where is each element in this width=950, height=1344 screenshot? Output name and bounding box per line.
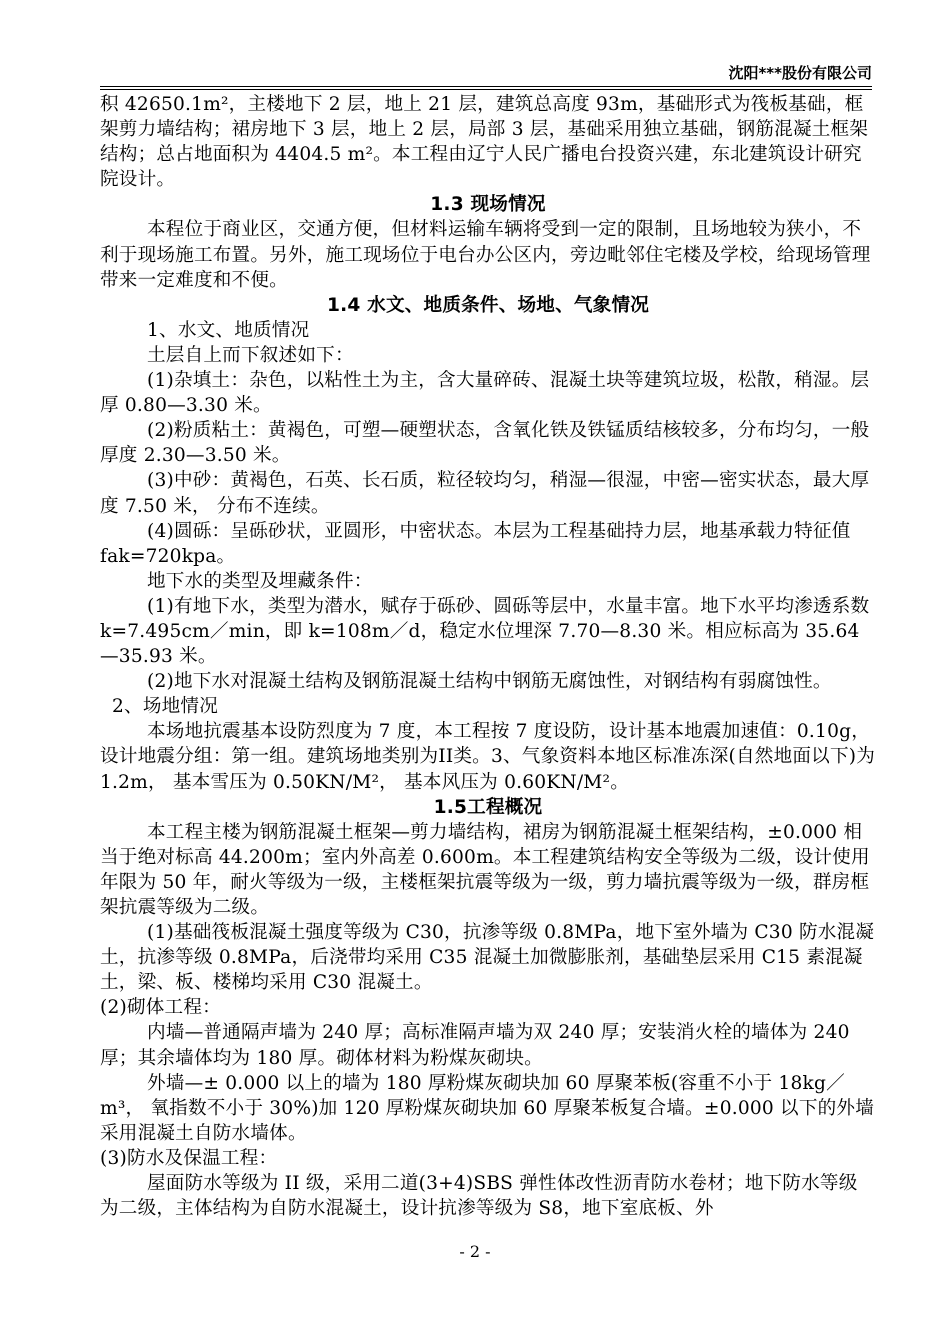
document-body bbox=[100, 92, 876, 1221]
paragraph: (4)圆砾：呈砾砂状，亚圆形，中密状态。本层为工程基础持力层，地基承载力特征值 fak=720kpa。 bbox=[100, 520, 851, 567]
section-heading-1-3: 1.3 现场情况 bbox=[430, 194, 546, 216]
header-rule-secondary bbox=[100, 89, 872, 90]
paragraph: (1)杂填土：杂色，以粘性土为主，含大量碎砖、混凝土块等建筑垃圾，松散，稍湿。层厚 0.80—3.30 米。 bbox=[100, 370, 870, 417]
paragraph: 1、水文、地质情况 bbox=[147, 319, 310, 341]
paragraph: 2、场地情况 bbox=[112, 696, 218, 718]
paragraph: 土层自上而下叙述如下： bbox=[147, 344, 354, 366]
paragraph: 积 42650.1m²，主楼地下 2 层，地上 21 层，建筑总高度 93m，基础形式为筏板基础，框架剪力墙结构；裙房地下 3 层，地上 2 层，局部 3 层，基础采用独立基础，钢筋混凝土框架结构；总占地面积为 4404.5 m²。本工程由辽宁人民广播电台投资兴建，东北建筑设计研究院设计。 bbox=[100, 94, 869, 191]
header-rule bbox=[100, 86, 872, 87]
section-heading-1-5: 1.5工程概况 bbox=[433, 796, 543, 818]
paragraph: (3)防水及保温工程： bbox=[100, 1147, 278, 1169]
paragraph: 地下水的类型及埋藏条件： bbox=[147, 570, 373, 592]
paragraph: 外墙—± 0.000 以上的墙为 180 厚粉煤灰砌块加 60 厚聚苯板(容重不小于 18kg／m³， 氧指数不小于 30%)加 120 厚粉煤灰砌块加 60 厚聚苯板复合墙。±0.000 以下的外墙采用混凝土自防水墙体。 bbox=[100, 1072, 875, 1144]
header-company: 沈阳***股份有限公司 bbox=[728, 64, 872, 82]
paragraph: (2)砌体工程： bbox=[100, 997, 221, 1019]
paragraph: 本工程主楼为钢筋混凝土框架—剪力墙结构，裙房为钢筋混凝土框架结构，±0.000 相当于绝对标高 44.200m；室内外高差 0.600m。本工程建筑结构安全等级为二级，设计使用年限为 50 年，耐火等级为一级，主楼框架抗震等级为一级，剪力墙抗震等级为一级，群房框架抗震等级为二级。 bbox=[100, 821, 870, 918]
paragraph: (1)基础筏板混凝土强度等级为 C30，抗渗等级 0.8MPa，地下室外墙为 C30 防水混凝土，抗渗等级 0.8MPa，后浇带均采用 C35 混凝土加微膨胀剂，基础垫层采用 C15 素混凝土，梁、板、楼梯均采用 C30 混凝土。 bbox=[100, 922, 875, 994]
paragraph: (2)粉质粘土：黄褐色，可塑—硬塑状态，含氧化铁及铁锰质结核较多，分布均匀，一般厚度 2.30—3.50 米。 bbox=[100, 420, 870, 467]
paragraph: 屋面防水等级为 II 级，采用二道(3+4)SBS 弹性体改性沥青防水卷材；地下防水等级为二级，主体结构为自防水混凝土，设计抗渗等级为 S8，地下室底板、外 bbox=[100, 1173, 858, 1220]
section-heading-1-4: 1.4 水文、地质条件、场地、气象情况 bbox=[326, 294, 650, 316]
paragraph: 内墙—普通隔声墙为 240 厚；高标准隔声墙为双 240 厚；安装消火栓的墙体为 240 厚；其余墙体均为 180 厚。砌体材料为粉煤灰砌块。 bbox=[100, 1022, 850, 1069]
paragraph: 本程位于商业区，交通方便，但材料运输车辆将受到一定的限制，且场地较为狭小，不利于现场施工布置。另外，施工现场位于电台办公区内，旁边毗邻住宅楼及学校，给现场管理带来一定难度和不便。 bbox=[100, 219, 871, 291]
paragraph: 本场地抗震基本设防烈度为 7 度，本工程按 7 度设防，设计基本地震加速值：0.10g，设计地震分组：第一组。建筑场地类别为II类。3、气象资料本地区标准冻深(自然地面以下)为 1.2m， 基本雪压为 0.50KN/M²， 基本风压为 0.60KN/M²。 bbox=[100, 721, 875, 793]
paragraph: (3)中砂：黄褐色，石英、长石质，粒径较均匀，稍湿—很湿，中密—密实状态，最大厚度 7.50 米， 分布不连续。 bbox=[100, 470, 870, 517]
paragraph: (1)有地下水，类型为潜水，赋存于砾砂、圆砾等层中，水量丰富。地下水平均渗透系数 k=7.495cm／min，即 k=108m／d，稳定水位埋深 7.70—8.30 米。相应标高为 35.64—35.93 米。 bbox=[100, 595, 870, 668]
paragraph: (2)地下水对混凝土结构及钢筋混凝土结构中钢筋无腐蚀性，对钢结构有弱腐蚀性。 bbox=[147, 671, 832, 693]
page-number: - 2 - bbox=[459, 1242, 491, 1261]
